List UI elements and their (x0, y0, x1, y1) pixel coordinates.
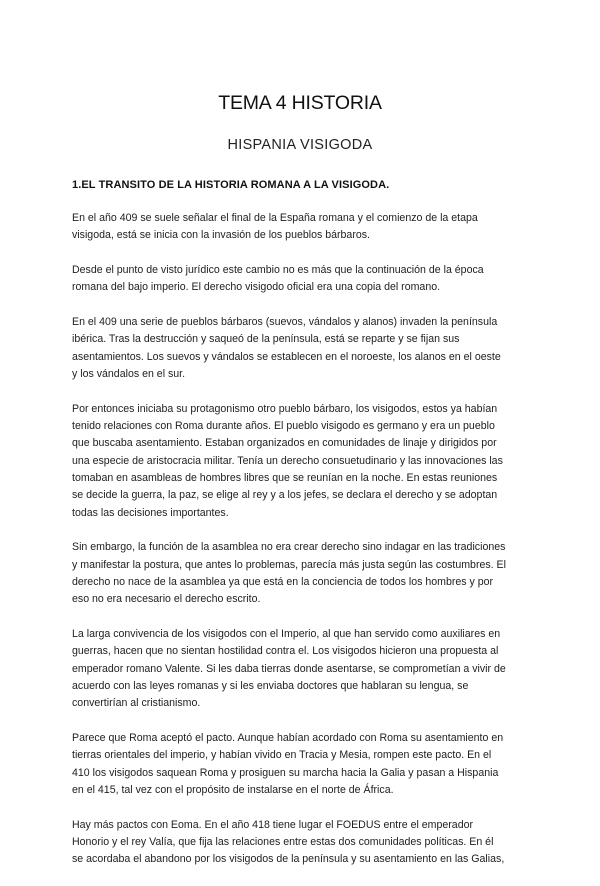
text-line: emperador romano Valente. Si les daba tierras donde asentarse, se comprometían a vivir de (72, 662, 506, 675)
text-line: La larga convivencia de los visigodos con el Imperio, al que han servido como auxiliares en (72, 628, 501, 641)
text-line: se acordaba el abandono por los visigodos de la península y su asentamiento en las Galias, (72, 853, 505, 866)
text-line: que buscaba asentamiento. Estaban organizados en comunidades de linaje y dirigidos por (72, 437, 497, 450)
text-line: romana del bajo imperio. El derecho visigodo oficial era una copia del romano. (72, 281, 441, 294)
paragraph (72, 626, 534, 712)
paragraph (72, 262, 534, 297)
text-line: asentamientos. Los suevos y vándalos se establecen en el noroeste, los alanos en el oeste (72, 350, 501, 363)
text-line: en el 415, tal vez con el propósito de instalarse en el norte de África. (72, 784, 394, 797)
text-line: En el año 409 se suele señalar el final de la España romana y el comienzo de la etapa (72, 212, 478, 224)
text-line: Desde el punto de visto jurídico este cambio no es más que la continuación de la época (72, 264, 484, 277)
text-line: acuerdo con las leyes romanas y si les enviaba doctores que hablaran su lengua, se (72, 680, 469, 693)
paragraph (72, 401, 534, 522)
paragraph (72, 210, 534, 245)
text-line: Hay más pactos con Eoma. En el año 418 tiene lugar el FOEDUS entre el emperador (72, 818, 474, 831)
paragraph (72, 314, 534, 383)
paragraph (72, 730, 534, 799)
text-line: Sin embargo, la función de la asamblea no era crear derecho sino indagar en las tradiciones (72, 541, 506, 554)
text-line: todas las decisiones importantes. (72, 506, 229, 519)
paragraph (72, 539, 534, 608)
text-line: y los vándalos en el sur. (72, 368, 186, 381)
text-line: Por entonces iniciaba su protagonismo otro pueblo bárbaro, los visigodos, estos ya habían (72, 402, 498, 415)
text-line: una especie de aristocracia militar. Tenía un derecho consuetudinario y las innovaciones las (72, 454, 503, 467)
text-line: derecho no nace de la asamblea ya que está en la conciencia de todos los hombres y por (72, 576, 494, 589)
section-heading: 1.EL TRANSITO DE LA HISTORIA ROMANA A LA VISIGODA. (72, 179, 390, 191)
text-line: ibérica. Tras la destrucción y saqueó de la península, está se reparte y se fijan sus (72, 333, 460, 346)
paragraph (72, 817, 534, 869)
text-line: tenido relaciones con Roma durante años. El pueblo visigodo es germano y era un pueblo (72, 420, 495, 433)
text-line: Honorio y el rey Valía, que fija las relaciones entre estas dos comunidades políticas. En él (72, 836, 494, 849)
page-title: TEMA 4 HISTORIA (218, 92, 382, 114)
text-line: En el 409 una serie de pueblos bárbaros (suevos, vándalos y alanos) invaden la península (72, 316, 498, 329)
text-line: eso no era necesario el derecho escrito. (72, 593, 261, 606)
text-line: visigoda, está se inicia con la invasión de los pueblos bárbaros. (72, 229, 370, 242)
text-line: Parece que Roma aceptó el pacto. Aunque habían acordado con Roma su asentamiento en (72, 732, 504, 745)
page-subtitle: HISPANIA VISIGODA (227, 137, 373, 153)
text-line: se decide la guerra, la paz, se elige al rey y a los jefes, se declara el derecho y se adoptan (72, 489, 498, 502)
text-line: guerras, hacen que no sientan hostilidad contra el. Los visigodos hicieron una propuesta al (72, 645, 499, 658)
text-line: y manifestar la postura, que antes lo problemas, parecía más justa según las costumbres. El (72, 558, 506, 571)
text-line: tierras orientales del imperio, y habían vivido en Tracia y Mesia, rompen este pacto. En el (72, 749, 492, 762)
text-line: 410 los visigodos saquean Roma y prosiguen su marcha hacia la Galia y pasan a Hispania (72, 766, 499, 779)
text-line: convertirían al cristianismo. (72, 697, 201, 710)
body-text (72, 210, 534, 886)
text-line: tomaban en asambleas de hombres libres que se reunían en la noche. En estas reuniones (72, 472, 498, 485)
